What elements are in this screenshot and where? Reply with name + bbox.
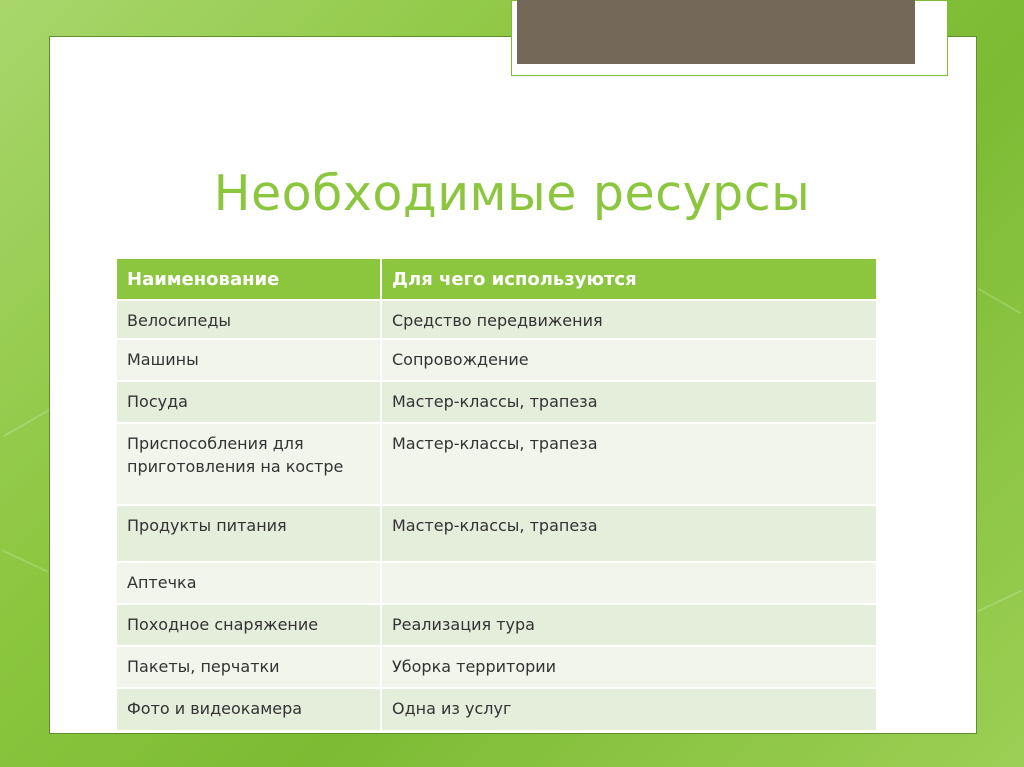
background-line <box>978 288 1021 314</box>
table-row <box>117 423 877 505</box>
cell-name: Походное снаряжение <box>117 604 381 646</box>
table-row <box>117 381 877 423</box>
cell-name: Аптечка <box>117 562 381 604</box>
cell-purpose: Мастер-классы, трапеза <box>381 381 877 423</box>
table-row <box>117 562 877 604</box>
table-row <box>117 604 877 646</box>
table-row <box>117 339 877 381</box>
cell-name: Машины <box>117 339 381 381</box>
cell-purpose: Средство передвижения <box>381 300 877 339</box>
cell-purpose <box>381 562 877 604</box>
cell-name: Фото и видеокамера <box>117 688 381 730</box>
cell-purpose: Уборка территории <box>381 646 877 688</box>
cell-purpose: Одна из услуг <box>381 688 877 730</box>
cell-name: Приспособления для приготовления на костре <box>117 423 381 505</box>
column-header-purpose: Для чего используются <box>381 259 877 300</box>
cell-name: Посуда <box>117 381 381 423</box>
cell-purpose: Реализация тура <box>381 604 877 646</box>
cell-purpose: Сопровождение <box>381 339 877 381</box>
table-row <box>117 688 877 730</box>
resources-table <box>117 259 878 730</box>
background-line <box>2 550 48 573</box>
title-accent-box <box>517 0 915 64</box>
cell-name: Пакеты, перчатки <box>117 646 381 688</box>
cell-purpose: Мастер-классы, трапеза <box>381 423 877 505</box>
background-line <box>977 590 1022 613</box>
table-row <box>117 300 877 339</box>
cell-name: Продукты питания <box>117 505 381 562</box>
cell-name: Велосипеды <box>117 300 381 339</box>
cell-purpose: Мастер-классы, трапеза <box>381 505 877 562</box>
slide-title: Необходимые ресурсы <box>213 165 811 222</box>
column-header-name: Наименование <box>117 259 381 300</box>
table-row <box>117 505 877 562</box>
table-row <box>117 646 877 688</box>
table-header-row <box>117 259 877 300</box>
